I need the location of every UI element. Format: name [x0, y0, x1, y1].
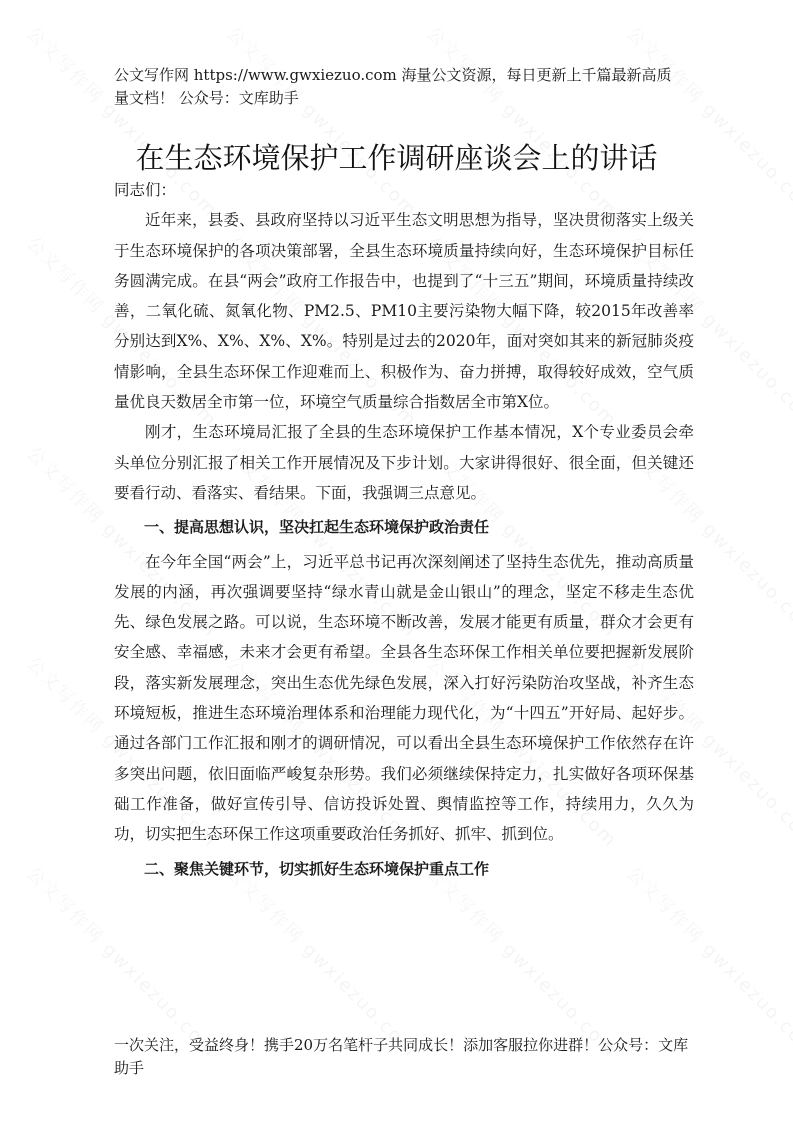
document-title: 在生态环境保护工作调研座谈会上的讲话 [135, 141, 658, 175]
page-footer: 一次关注，受益终身！携手20万名笔杆子共同成长！添加客服拉你进群！公众号：文库助手 [114, 1036, 689, 1077]
paragraph: 刚才，生态环境局汇报了全县的生态环境保护工作基本情况，X个专业委员会牵头单位分别汇报了相关工作开展情况及下步计划。大家讲得很好、很全面，但关键还要看行动、看落实、看结果。下面，我强调三点意见。 [114, 423, 694, 502]
watermark-text [222, 860, 424, 1062]
watermark-text [622, 860, 793, 1062]
page-header: 公文写作网 https://www.gwxiezuo.com 海量公文资源，每日更新上千篇最新高质量文档！ 公众号：文库助手 [114, 66, 672, 107]
salutation: 同志们： [114, 181, 177, 199]
watermark-text [422, 860, 624, 1062]
section-heading-1: 一、提高思想认识，坚决扛起生态环境保护政治责任 [144, 518, 490, 537]
watermark-text [22, 860, 224, 1062]
document-body [114, 175, 694, 888]
paragraph: 在今年全国“两会”上，习近平总书记再次深刻阐述了坚持生态优先，推动高质量发展的内涵，再次强调要坚持“绿水青山就是金山银山”的理念，坚定不移走生态优先、绿色发展之路。可以说，生态环境不断改善，发展才能更有质量，群众才会更有安全感、幸福感，未来才会更有希望。全县各生态环保工作相关单位要把握新发展阶段，落实新发展理念，突出生态优先绿色发展，深入打好污染防治攻坚战，补齐生态环境短板，推进生态环境治理体系和治理能力现代化，为“十四五”开好局、起好步。通过各部门工作汇报和刚才的调研情况，可以看出全县生态环境保护工作依然存在许多突出问题，依旧面临严峻复杂形势。我们必须继续保持定力，扎实做好各项环保基础工作准备，做好宣传引导、信访投诉处置、舆情监控等工作，持续用力，久久为功，切实把生态环保工作这项重要政治任务抓好、抓牢、抓到位。 [114, 552, 694, 844]
paragraph: 近年来，县委、县政府坚持以习近平生态文明思想为指导，坚决贯彻落实上级关于生态环境保护的各项决策部署，全县生态环境质量持续向好，生态环境保护目标任务圆满完成。在县“两会”政府工作报告中，也提到了“十三五”期间，环境质量持续改善，二氧化硫、氮氧化物、PM2.5、PM10主要污染物大幅下降，较2015年改善率分别达到X%、X%、X%、X%。特别是过去的2020年，面对突如其来的新冠肺炎疫情影响，全县生态环保工作迎难而上、积极作为、奋力拼搏，取得较好成效，空气质量优良天数居全市第一位，环境空气质量综合指数居全市第X位。 [114, 211, 694, 412]
section-heading-2: 二、聚焦关键环节，切实抓好生态环境保护重点工作 [144, 859, 490, 878]
